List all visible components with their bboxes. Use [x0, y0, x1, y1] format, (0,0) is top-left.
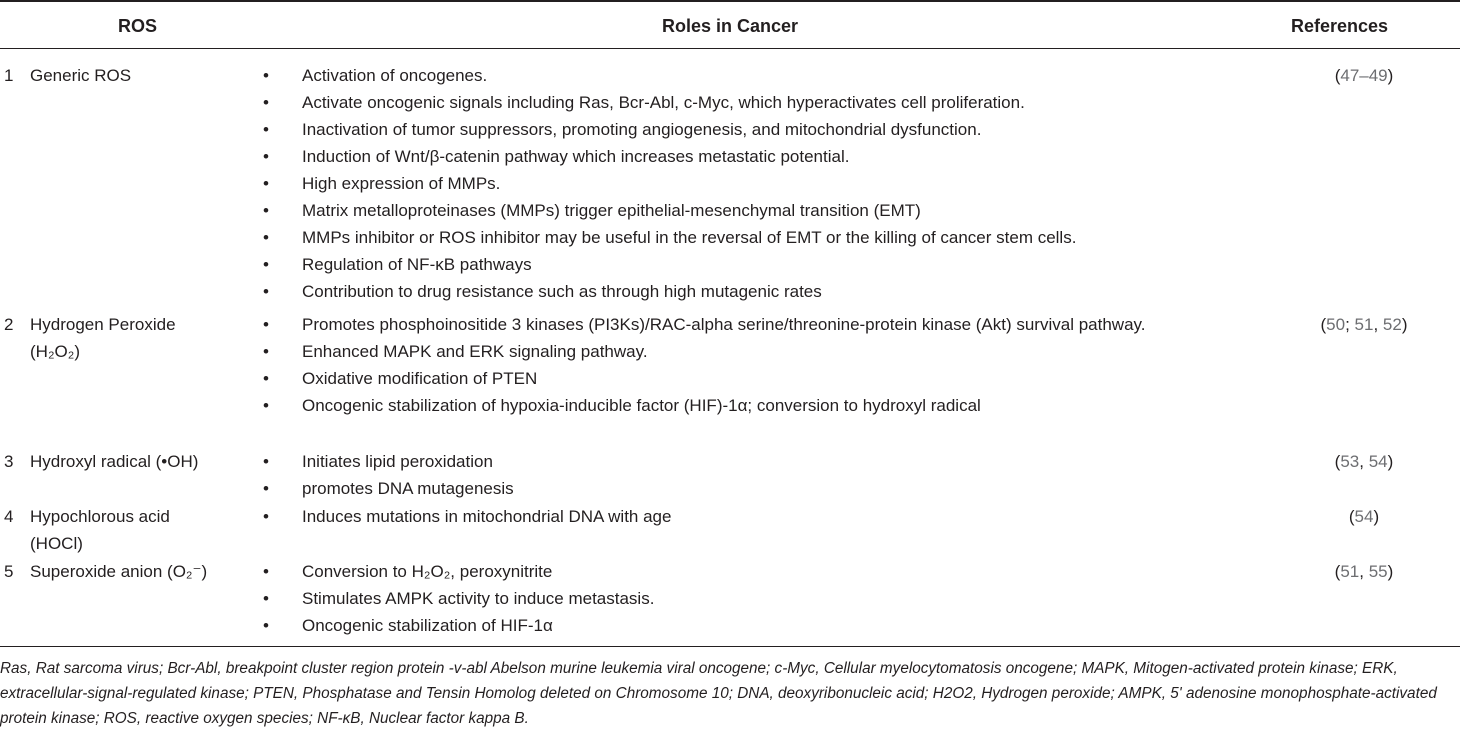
role-text: Activation of oncogenes.: [302, 66, 488, 85]
ref-bracket: ): [1387, 452, 1394, 471]
bullet-icon: •: [263, 452, 269, 471]
list-item: [260, 116, 1220, 143]
bullet-icon: •: [263, 315, 269, 334]
ref-bracket: ): [1387, 562, 1394, 581]
list-item: [260, 62, 1220, 89]
references-cell: [1272, 62, 1456, 89]
bullet-icon: •: [263, 616, 269, 635]
bullet-icon: •: [263, 120, 269, 139]
ref-bracket: (: [1348, 507, 1355, 526]
ref-bracket: ): [1401, 315, 1408, 334]
roles-list: [260, 558, 1220, 639]
role-text: MMPs inhibitor or ROS inhibitor may be useful in the reversal of EMT or the killing of cancer stem cells.: [302, 228, 1077, 247]
references-cell: [1272, 448, 1456, 475]
list-item: [260, 365, 1220, 392]
ref-link[interactable]: 54: [1368, 452, 1388, 471]
bullet-icon: •: [263, 369, 269, 388]
bullet-icon: •: [263, 93, 269, 112]
ros-name-line: Hypochlorous acid: [30, 507, 170, 526]
row-number: 1: [4, 66, 14, 85]
list-item: [260, 197, 1220, 224]
list-item: [260, 558, 1220, 585]
ref-bracket: (: [1334, 66, 1341, 85]
row-number: 3: [4, 452, 14, 471]
ros-name-line: (H₂O₂): [30, 342, 81, 361]
bullet-icon: •: [263, 228, 269, 247]
ros-name: [30, 311, 260, 365]
list-item: [260, 338, 1220, 365]
bullet-icon: •: [263, 147, 269, 166]
ref-link[interactable]: 47–49: [1340, 66, 1388, 85]
list-item: [260, 503, 1220, 530]
ref-link[interactable]: 50: [1326, 315, 1346, 334]
row-number: 2: [4, 315, 14, 334]
role-text: Promotes phosphoinositide 3 kinases (PI3Ks)/RAC-alpha serine/threonine-protein kinase (Akt) survival pathway.: [302, 315, 1146, 334]
ref-link[interactable]: 52: [1382, 315, 1402, 334]
table-header-rule: [0, 48, 1460, 49]
role-text: Oncogenic stabilization of HIF-1α: [302, 616, 553, 635]
list-item: [260, 392, 1220, 419]
bullet-icon: •: [263, 396, 269, 415]
role-text: Conversion to H₂O₂, peroxynitrite: [302, 562, 553, 581]
role-text: Induction of Wnt/β-catenin pathway which increases metastatic potential.: [302, 147, 850, 166]
ref-link[interactable]: 51: [1340, 562, 1360, 581]
role-text: Induces mutations in mitochondrial DNA with age: [302, 507, 672, 526]
ros-name-line: (HOCl): [30, 534, 83, 553]
bullet-icon: •: [263, 507, 269, 526]
bullet-icon: •: [263, 562, 269, 581]
role-text: Oxidative modification of PTEN: [302, 369, 538, 388]
list-item: [260, 278, 1220, 305]
list-item: [260, 448, 1220, 475]
list-item: [260, 89, 1220, 116]
ref-bracket: ): [1373, 507, 1380, 526]
ref-bracket: (: [1320, 315, 1327, 334]
list-item: [260, 612, 1220, 639]
references-cell: [1272, 558, 1456, 585]
role-text: Enhanced MAPK and ERK signaling pathway.: [302, 342, 648, 361]
role-text: Matrix metalloproteinases (MMPs) trigger epithelial-mesenchymal transition (EMT): [302, 201, 921, 220]
row-number: 5: [4, 562, 14, 581]
ref-separator: ,: [1373, 315, 1383, 334]
ros-name: Superoxide anion (O₂⁻): [30, 562, 208, 581]
roles-list: [260, 448, 1220, 502]
role-text: Activate oncogenic signals including Ras, Bcr-Abl, c-Myc, which hyperactivates cell proliferation.: [302, 93, 1025, 112]
bullet-icon: •: [263, 479, 269, 498]
ref-bracket: (: [1334, 452, 1341, 471]
roles-list: [260, 62, 1220, 305]
ros-name: [30, 503, 260, 557]
header-roles-in-cancer: Roles in Cancer: [662, 16, 799, 36]
bullet-icon: •: [263, 589, 269, 608]
ref-bracket: ): [1387, 66, 1394, 85]
header-ros: ROS: [118, 16, 158, 36]
list-item: [260, 585, 1220, 612]
row-number: 4: [4, 507, 14, 526]
role-text: High expression of MMPs.: [302, 174, 501, 193]
header-references: References: [1291, 16, 1389, 36]
list-item: [260, 251, 1220, 278]
bullet-icon: •: [263, 282, 269, 301]
table-top-rule: [0, 0, 1460, 2]
bullet-icon: •: [263, 66, 269, 85]
ref-link[interactable]: 51: [1354, 315, 1374, 334]
roles-list: [260, 503, 1220, 530]
role-text: Regulation of NF-κB pathways: [302, 255, 532, 274]
ref-link[interactable]: 53: [1340, 452, 1360, 471]
role-text: Stimulates AMPK activity to induce metastasis.: [302, 589, 655, 608]
ref-link[interactable]: 55: [1368, 562, 1388, 581]
references-cell: [1272, 503, 1456, 530]
list-item: [260, 170, 1220, 197]
bullet-icon: •: [263, 255, 269, 274]
table-bottom-rule: [0, 646, 1460, 647]
ros-name: Generic ROS: [30, 66, 132, 85]
role-text: Oncogenic stabilization of hypoxia-inducible factor (HIF)-1α; conversion to hydroxyl radical: [302, 396, 981, 415]
ros-name: Hydroxyl radical (•OH): [30, 452, 199, 471]
ref-separator: ,: [1359, 562, 1369, 581]
role-text: Inactivation of tumor suppressors, promoting angiogenesis, and mitochondrial dysfunction.: [302, 120, 982, 139]
ref-separator: ;: [1345, 315, 1355, 334]
table-footnote: Ras, Rat sarcoma virus; Bcr-Abl, breakpoint cluster region protein -v-abl Abelson murine leukemia viral oncogene; c-Myc, Cellular myelocytomatosis oncogene; MAPK, Mitogen-activated protein kinase; ERK, extracellular-signal-regulated kinase; PTEN, Phosphatase and Tensin Homolog deleted on Chromosome 10; DNA, deoxyribonucleic acid; H2O2, Hydrogen peroxide; AMPK, 5' adenosine monophosphate-activated protein kinase; ROS, reactive oxygen species; NF-κB, Nuclear factor kappa B.: [0, 660, 1437, 727]
list-item: [260, 311, 1220, 338]
list-item: [260, 224, 1220, 251]
ref-link[interactable]: 54: [1354, 507, 1374, 526]
references-cell: [1272, 311, 1456, 338]
bullet-icon: •: [263, 201, 269, 220]
list-item: [260, 143, 1220, 170]
ref-separator: ,: [1359, 452, 1369, 471]
ros-name-line: Hydrogen Peroxide: [30, 315, 176, 334]
ref-bracket: (: [1334, 562, 1341, 581]
roles-list: [260, 311, 1220, 419]
bullet-icon: •: [263, 174, 269, 193]
list-item: [260, 475, 1220, 502]
role-text: Contribution to drug resistance such as through high mutagenic rates: [302, 282, 822, 301]
role-text: promotes DNA mutagenesis: [302, 479, 514, 498]
bullet-icon: •: [263, 342, 269, 361]
role-text: Initiates lipid peroxidation: [302, 452, 493, 471]
